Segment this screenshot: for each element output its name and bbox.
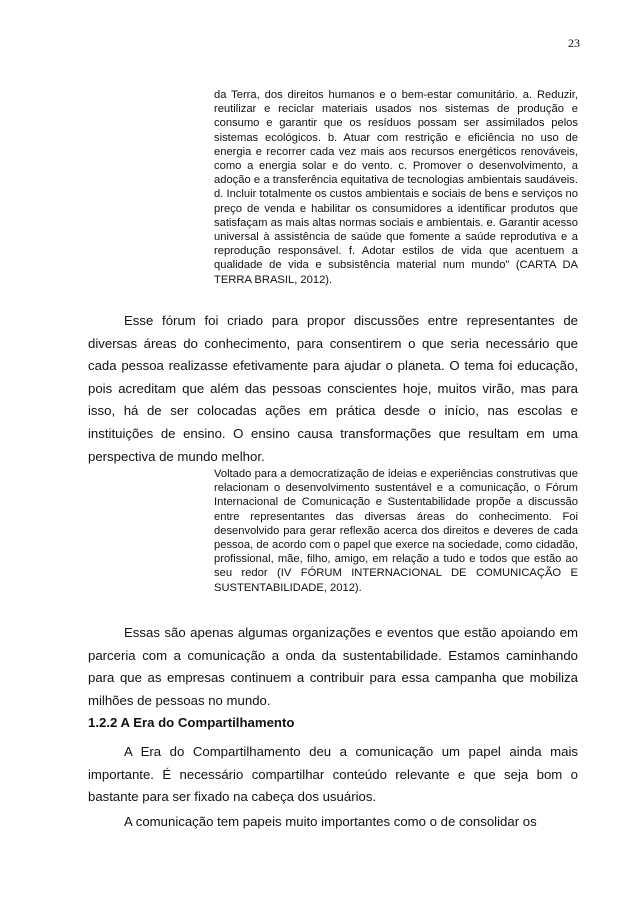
- block-citation-carta-da-terra: da Terra, dos direitos humanos e o bem-estar comunitário. a. Reduzir, reutilizar e reciclar materiais usados nos sistemas de produção e consumo e garantir que os resíduos possam ser assimilados pelos sistemas ecológicos. b. Atuar com restrição e eficiência no uso de energia e recorrer cada vez mais aos recursos energéticos renováveis, como a energia solar e do vento. c. Promover o desenvolvimento, a adoção e a transferência equitativa de tecnologias ambientais saudáveis. d. Incluir totalmente os custos ambientais e sociais de bens e serviços no preço de venda e habilitar os consumidores a identificar produtos que satisfaçam as mais altas normas sociais e ambientais. e. Garantir acesso universal à assistência de saúde que fomente a saúde reprodutiva e a reprodução responsável. f. Adotar estilos de vida que acentuem a qualidade de vida e subsistência material num mundo” (CARTA DA TERRA BRASIL, 2012).: [214, 89, 578, 286]
- body-paragraph-communication: A comunicação tem papeis muito importantes como o de consolidar os: [124, 814, 537, 829]
- page-number: 23: [568, 36, 580, 50]
- section-heading: 1.2.2 A Era do Compartilhamento: [88, 715, 295, 730]
- body-paragraph-sharing-era: A Era do Compartilhamento deu a comunicação um papel ainda mais importante. É necessário compartilhar conteúdo relevante e que seja bom o bastante para ser fixado na cabeça dos usuários.: [88, 744, 578, 805]
- body-paragraph-forum: Esse fórum foi criado para propor discussões entre representantes de diversas áreas do conhecimento, para consentirem o que seria necessário que cada pessoa realizasse efetivamente para ajudar o planeta. O tema foi educação, pois acreditam que além das pessoas conscientes hoje, muitos virão, mas para isso, há de ser colocadas ações em prática desde o início, nas escolas e instituições de ensino. O ensino causa transformações que resultam em uma perspectiva de mundo melhor.: [88, 313, 578, 464]
- block-citation-forum-internacional: Voltado para a democratização de ideias e experiências construtivas que relacionam o desenvolvimento sustentável e a comunicação, o Fórum Internacional de Comunicação e Sustentabilidade propõe a discussão entre representantes das diversas áreas do conhecimento. Foi desenvolvido para gerar reflexão acerca dos direitos e deveres de cada pessoa, de acordo com o papel que exerce na sociedade, como cidadão, profissional, mãe, filho, amigo, em relação a tudo e todos que estão ao seu redor (IV FÓRUM INTERNACIONAL DE COMUNICAÇÃO E SUSTENTABILIDADE, 2012).: [214, 468, 578, 594]
- body-paragraph-organizations: Essas são apenas algumas organizações e eventos que estão apoiando em parceria com a comunicação a onda da sustentabilidade. Estamos caminhando para que as empresas continuem a contribuir para essa campanha que mobiliza milhões de pessoas no mundo.: [88, 625, 578, 708]
